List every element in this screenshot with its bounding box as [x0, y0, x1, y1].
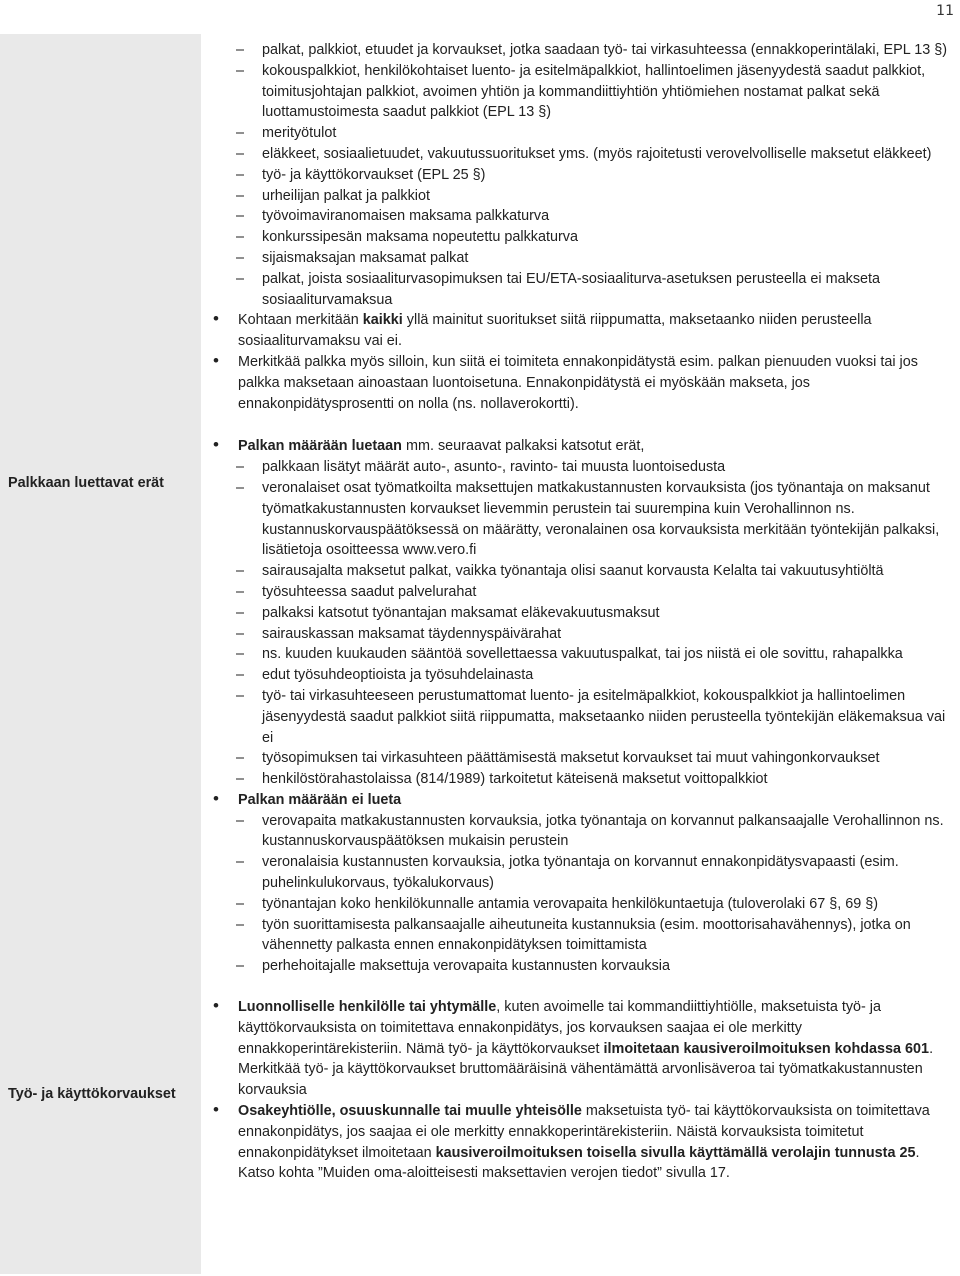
list-item: – työsuhteessa saadut palvelurahat [212, 582, 960, 603]
bullet-bold-text: Luonnolliselle henkilölle tai yhtymälle [238, 999, 497, 1016]
tyo-bullet-luonnollinen [212, 997, 960, 1101]
main-content [212, 40, 960, 1184]
bullet-text: , kuten avoimelle tai kommandiittiyhtiölle, maksetuista työ- ja käyttökorvauksista on toimitettava ennakonpidätys, jos korvauksen saajaa ei ole merkitty ennakkoperintärekisteriin. Nämä työ- ja käyttökorvaukset [238, 999, 882, 1057]
list-item: – kokouspalkkiot, henkilökohtaiset luento- ja esitelmäpalkkiot, hallintoelimen jäsenyydestä saadut palkkiot, toimitusjohtajan palkkiot, avoimen yhtiön ja kommandiittiyhtiön yhtiömiehen nostamat palkat sekä luottamustoimesta saadut palkkiot (EPL 13 §) [212, 61, 960, 123]
bullet-text: . Merkitkää työ- ja käyttökorvaukset bruttomääräisinä vähentämättä arvonlisäveroa tai työmatkakustannusten korvauksia [238, 1040, 934, 1099]
bullet-bold-text: ilmoitetaan kausiveroilmoituksen kohdassa 601 [603, 1040, 930, 1057]
section-label-tyo: Työ- ja käyttökorvaukset [8, 1086, 176, 1102]
list-item: – työvoimaviranomaisen maksama palkkaturva [212, 206, 960, 227]
bullet-bold-text: Palkan määrään luetaan [238, 438, 402, 455]
bullet-bold-text: kausiveroilmoituksen toisella sivulla käyttämällä verolajin tunnusta 25 [435, 1144, 916, 1161]
page-number: 11 [936, 3, 954, 19]
tyo-section [212, 997, 960, 1184]
list-item: – työ- ja käyttökorvaukset (EPL 25 §) [212, 165, 960, 186]
list-item: – sairauskassan maksamat täydennyspäivärahat [212, 624, 960, 645]
list-item: – veronalaiset osat työmatkoilta maksettujen matkakustannusten korvauksista (jos työnantaja on maksanut työmatkakustannusten korvaukset lievemmin perustein tai suurempina kuin Verohallinnon ns. kustannuskorvauspäätöksessä on määrätty, veronalainen osa korvauksista merkitään työntekijän palkaksi, lisätietoja osoitteessa www.vero.fi [212, 478, 960, 561]
bullet-text: . Katso kohta ”Muiden oma-aloitteisesti maksettavien verojen tiedot” sivulla 17. [238, 1144, 920, 1182]
bullet-bold-text: Osakeyhtiölle, osuuskunnalle tai muulle yhteisölle [238, 1103, 582, 1120]
list-item: – palkat, palkkiot, etuudet ja korvaukset, jotka saadaan työ- tai virkasuhteessa (ennakkoperintälaki, EPL 13 §) [212, 40, 960, 61]
list-item: – sijaismaksajan maksamat palkat [212, 248, 960, 269]
tyo-bullet-osakeyhtio [212, 1101, 960, 1184]
bullet-text: mm. seuraavat palkaksi katsotut erät, [401, 438, 645, 455]
list-item: – työ- tai virkasuhteeseen perustumattomat luento- ja esitelmäpalkkiot, kokouspalkkiot ja hallintoelimen jäsenyydestä saadut palkkiot siitä riippumatta, maksetaanko niiden perusteella työntekijän eläkemaksua vai ei [212, 686, 960, 748]
list-item: – työn suorittamisesta palkansaajalle aiheutuneita kustannuksia (esim. moottorisahavähennys), jotka on vähennetty palkasta ennen ennakonpidätyksen toimittamista [212, 915, 960, 957]
palkkaan-section [212, 436, 960, 977]
bullet-text: yllä mainitut suoritukset siitä riippumatta, maksetaanko niiden perusteella sosiaaliturvamaksu vai ei. [238, 312, 872, 350]
list-item: – henkilöstörahastolaissa (814/1989) tarkoitetut käteisenä maksetut voittopalkkiot [212, 769, 960, 790]
bullet-bold-text: kaikki [362, 312, 403, 329]
palkkaan-not-bullet [212, 790, 960, 811]
palkkaan-dash-list [212, 457, 960, 790]
list-item: – työsopimuksen tai virkasuhteen päättämisestä maksetut korvaukset tai muut vahingonkorvaukset [212, 748, 960, 769]
intro-bullet-palkka: • Merkitkää palkka myös silloin, kun siitä ei toimiteta ennakonpidätystä esim. palkan pienuuden vuoksi tai jos palkka maksetaan ainoastaan luontoisetuna. Ennakonpidätystä ei myöskään makseta, jos ennakonpidätysprosentti on nolla (ns. nollaverokortti). [212, 352, 960, 414]
list-item: – palkkaan lisätyt määrät auto-, asunto-, ravinto- tai muusta luontoisedusta [212, 457, 960, 478]
palkkaan-lead-bullet [212, 436, 960, 457]
palkkaan-not-dash-list [212, 811, 960, 977]
list-item: – palkat, joista sosiaaliturvasopimuksen tai EU/ETA-sosiaaliturva-asetuksen perusteella ei makseta sosiaaliturvamaksua [212, 269, 960, 311]
list-item: – urheilijan palkat ja palkkiot [212, 186, 960, 207]
section-label-palkkaan: Palkkaan luettavat erät [8, 475, 164, 491]
list-item: – edut työsuhdeoptioista ja työsuhdelainasta [212, 665, 960, 686]
list-item: – eläkkeet, sosiaalietuudet, vakuutussuoritukset yms. (myös rajoitetusti verovelvolliselle maksetut eläkkeet) [212, 144, 960, 165]
list-item: – veronalaisia kustannusten korvauksia, jotka työnantaja on korvannut ennakonpidätysvapaasti (esim. puhelinkulukorvaus, työkalukorvaus) [212, 852, 960, 894]
bullet-text: maksetuista työ- tai käyttökorvauksista on toimitettava ennakonpidätys, jos saajaa ei ole merkitty ennakkoperintärekisteriin. Näistä korvauksista toimitetut ennakonpidätykset ilmoitetaan [238, 1103, 930, 1161]
sidebar-margin [0, 34, 201, 1274]
list-item: – merityötulot [212, 123, 960, 144]
list-item: – konkurssipesän maksama nopeutettu palkkaturva [212, 227, 960, 248]
list-item: – työnantajan koko henkilökunnalle antamia verovapaita henkilökuntaetuja (tuloverolaki 67 §, 69 §) [212, 894, 960, 915]
list-item: – palkaksi katsotut työnantajan maksamat eläkevakuutusmaksut [212, 603, 960, 624]
intro-section [212, 40, 960, 414]
list-item: – sairausajalta maksetut palkat, vaikka työnantaja olisi saanut korvausta Kelalta tai vakuutusyhtiöltä [212, 561, 960, 582]
bullet-text: Kohtaan merkitään [238, 312, 363, 329]
intro-dash-list [212, 40, 960, 310]
list-item: – verovapaita matkakustannusten korvauksia, jotka työnantaja on korvannut palkansaajalle Verohallinnon ns. kustannuskorvauspäätöksen mukaisin perustein [212, 811, 960, 853]
list-item: – perhehoitajalle maksettuja verovapaita kustannusten korvauksia [212, 956, 960, 977]
list-item: – ns. kuuden kuukauden sääntöä sovellettaessa vakuutuspalkat, tai jos niistä ei ole sovittu, rahapalkka [212, 644, 960, 665]
bullet-bold-text: Palkan määrään ei lueta [238, 791, 402, 808]
intro-bullet-kaikki [212, 310, 960, 352]
